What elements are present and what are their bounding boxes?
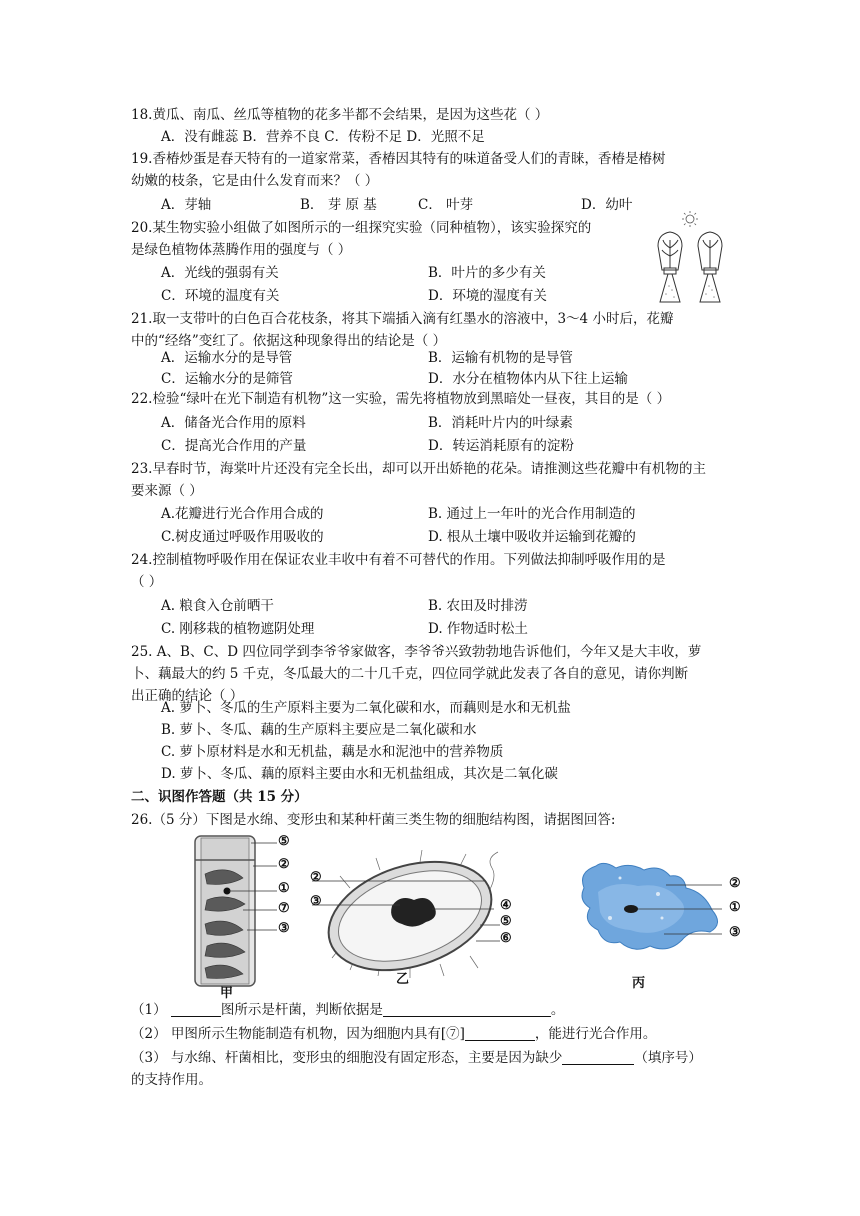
q22-option-c: C．提高光合作用的产量 bbox=[161, 438, 307, 454]
yi-label-2: ② bbox=[310, 870, 322, 885]
q25-option-b: B. 萝卜、冬瓜、藕的生产原料主要应是二氧化碳和水 bbox=[161, 722, 477, 738]
q20-stem-line1: 20.某生物实验小组做了如图所示的一组探究实验（同种植物），该实验探究的 bbox=[131, 220, 592, 236]
q26-s2-end: ，能进行光合作用。 bbox=[534, 1026, 657, 1042]
q26-s1-text: 图所示是杆菌，判断依据是 bbox=[220, 1002, 383, 1018]
q26-stem: 26.（5 分）下图是水绵、变形虫和某种杆菌三类生物的细胞结构图，请据图回答: bbox=[131, 812, 616, 828]
q23-stem-line1: 23.早春时节，海棠叶片还没有完全长出，却可以开出娇艳的花朵。请推测这些花瓣中有机物的主 bbox=[131, 461, 706, 477]
q22-stem: 22.检验“绿叶在光下制造有机物”这一实验，需先将植物放到黑暗处一昼夜，其目的是（ ） bbox=[131, 391, 671, 407]
q22-option-a: A．储备光合作用的原料 bbox=[161, 415, 306, 431]
q20-option-c: C．环境的温度有关 bbox=[161, 288, 280, 304]
q20-option-d: D．环境的湿度有关 bbox=[428, 288, 547, 304]
q26-s3-end: （填序号） bbox=[634, 1050, 702, 1066]
q19-option-b: B． 芽 原 基 bbox=[300, 197, 377, 213]
amoeba-cell-figure bbox=[574, 858, 754, 958]
q23-option-a: A.花瓣进行光合作用合成的 bbox=[161, 506, 324, 522]
q19-stem-line1: 19.香椿炒蛋是春天特有的一道家常菜，香椿因其特有的味道备受人们的青睐，香椿是椿树 bbox=[131, 151, 666, 167]
q24-stem-line1: 24.控制植物呼吸作用在保证农业丰收中有着不可替代的作用。下列做法抑制呼吸作用的是 bbox=[131, 552, 666, 568]
q23-option-b: B. 通过上一年叶的光合作用制造的 bbox=[428, 506, 636, 522]
q18-options: A．没有雌蕊 B．营养不良 C．传粉不足 D．光照不足 bbox=[161, 129, 485, 145]
q25-option-a: A. 萝卜、冬瓜的生产原料主要为二氧化碳和水，而藕则是水和无机盐 bbox=[161, 700, 571, 716]
q26-s1-number: （1） bbox=[131, 1002, 171, 1018]
section-2-heading: 二、识图作答题（共 15 分） bbox=[131, 789, 308, 805]
q26-subquestion-2 bbox=[131, 1025, 656, 1043]
q25-stem-line3: 出正确的结论（ ） bbox=[131, 688, 244, 704]
q26-s2-text: （2） 甲图所示生物能制造有机物，因为细胞内具有[⑦] bbox=[131, 1026, 465, 1042]
q23-stem-line2: 要来源（ ） bbox=[131, 483, 203, 499]
q26-s3-blank[interactable] bbox=[562, 1050, 634, 1065]
q21-option-b: B．运输有机物的是导管 bbox=[428, 350, 573, 366]
q21-stem-line2: 中的“经络”变红了。依据这种现象得出的结论是（ ） bbox=[131, 333, 447, 349]
sun-icon bbox=[682, 211, 698, 227]
yi-label-5: ⑤ bbox=[500, 914, 512, 929]
q25-option-d: D. 萝卜、冬瓜、藕的原料主要由水和无机盐组成，其次是二氧化碳 bbox=[161, 766, 558, 782]
q20-option-a: A．光线的强弱有关 bbox=[161, 265, 279, 281]
q18-stem: 18.黄瓜、南瓜、丝瓜等植物的花多半都不会结果，是因为这些花（ ） bbox=[131, 107, 549, 123]
q19-option-c: C． 叶芽 bbox=[418, 197, 474, 213]
transpiration-experiment-figure bbox=[652, 210, 738, 306]
q19-stem-line2: 幼嫩的枝条，它是由什么发育而来？（ ） bbox=[131, 173, 379, 189]
q21-option-a: A．运输水分的是导管 bbox=[161, 350, 293, 366]
jia-label-5: ⑤ bbox=[278, 834, 290, 849]
q22-option-b: B．消耗叶片内的叶绿素 bbox=[428, 415, 573, 431]
q23-option-c: C.树皮通过呼吸作用吸收的 bbox=[161, 529, 324, 545]
amoeba-nucleus bbox=[624, 905, 638, 913]
figure-jia-caption: 甲 bbox=[220, 986, 234, 1001]
jia-label-2: ② bbox=[278, 857, 290, 872]
q26-s3-text: （3） 与水绵、杆菌相比，变形虫的细胞没有固定形态，主要是因为缺少 bbox=[131, 1050, 563, 1066]
bacterium-cell-figure bbox=[310, 848, 530, 978]
jia-label-1: ① bbox=[278, 881, 290, 896]
q24-stem-line2: （ ） bbox=[131, 574, 163, 590]
q24-option-c: C. 刚移栽的植物遮阴处理 bbox=[161, 621, 315, 637]
q26-s1-blank-1[interactable] bbox=[171, 1002, 221, 1017]
q26-s2-blank[interactable] bbox=[465, 1026, 535, 1041]
figure-yi-caption: 乙 bbox=[396, 972, 410, 987]
q26-s1-blank-2[interactable] bbox=[383, 1002, 551, 1017]
q26-subquestion-3 bbox=[131, 1049, 702, 1067]
q22-option-d: D．转运消耗原有的淀粉 bbox=[428, 438, 574, 454]
jia-label-7: ⑦ bbox=[278, 901, 290, 916]
q19-option-d: D．幼叶 bbox=[581, 197, 633, 213]
q25-stem-line1: 25. A、B、C、D 四位同学到李爷爷家做客，李爷爷兴致勃勃地告诉他们，今年又是大丰收，萝 bbox=[131, 644, 702, 660]
yi-label-4: ④ bbox=[500, 898, 512, 913]
yi-label-6: ⑥ bbox=[500, 931, 512, 946]
figure-bing-caption: 丙 bbox=[632, 976, 646, 991]
bing-label-1: ① bbox=[729, 900, 741, 915]
q25-stem-line2: 卜、藕最大的约 5 千克，冬瓜最大的二十几千克，四位同学就此发表了各自的意见，请你判断 bbox=[131, 666, 689, 682]
q26-s1-end: 。 bbox=[550, 1002, 565, 1018]
yi-label-3: ③ bbox=[310, 894, 322, 909]
q20-option-b: B．叶片的多少有关 bbox=[428, 265, 546, 281]
q21-stem-line1: 21.取一支带叶的白色百合花枝条，将其下端插入滴有红墨水的溶液中，3～4 小时后，花瓣 bbox=[131, 311, 674, 327]
q21-option-d: D．水分在植物体内从下往上运输 bbox=[428, 371, 628, 387]
q24-option-d: D. 作物适时松土 bbox=[428, 621, 528, 637]
bing-label-3: ③ bbox=[729, 925, 741, 940]
q24-option-a: A. 粮食入仓前晒干 bbox=[161, 598, 274, 614]
q26-subquestion-1 bbox=[131, 1001, 564, 1019]
q23-option-d: D. 根从土壤中吸收并运输到花瓣的 bbox=[428, 529, 636, 545]
bing-label-2: ② bbox=[729, 876, 741, 891]
q26-subquestion-3-cont: 的支持作用。 bbox=[131, 1072, 212, 1088]
q21-option-c: C．运输水分的是筛管 bbox=[161, 371, 293, 387]
q25-option-c: C. 萝卜原材料是水和无机盐，藕是水和泥池中的营养物质 bbox=[161, 744, 504, 760]
q20-stem-line2: 是绿色植物体蒸腾作用的强度与（ ） bbox=[131, 242, 352, 258]
jia-label-3: ③ bbox=[278, 921, 290, 936]
q19-option-a: A．芽轴 bbox=[161, 197, 212, 213]
q24-option-b: B. 农田及时排涝 bbox=[428, 598, 528, 614]
